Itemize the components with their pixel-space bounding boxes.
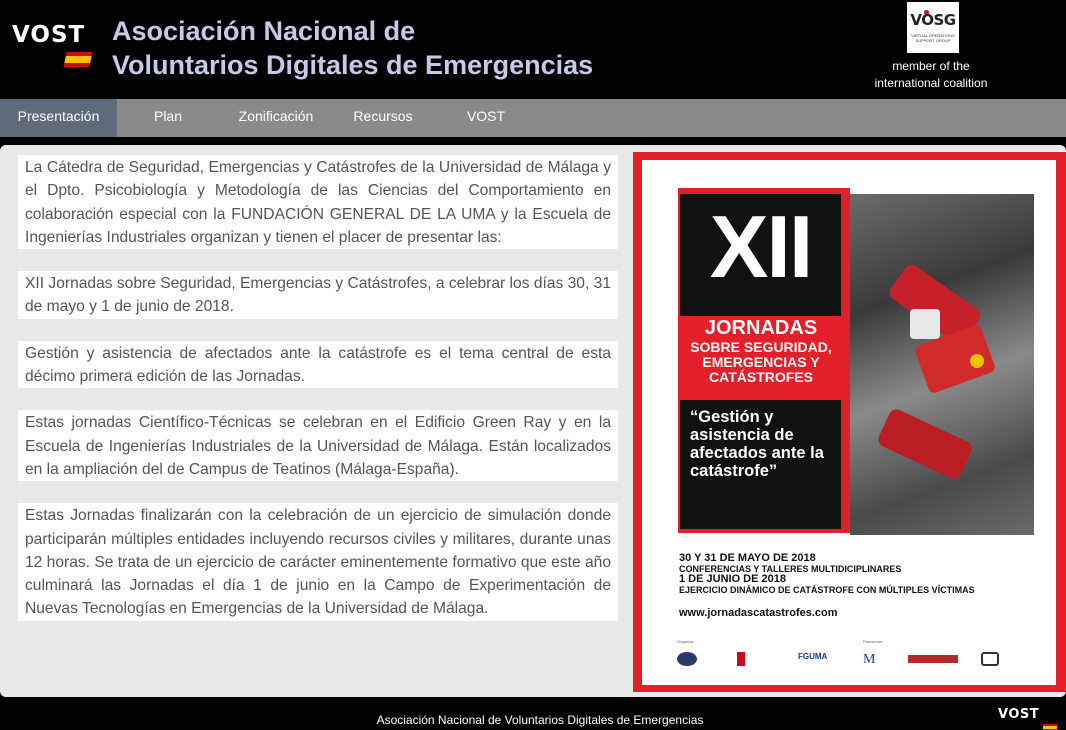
poster-date-line1: 30 Y 31 DE MAYO DE 2018 [679, 552, 816, 564]
nav-item-vost[interactable]: VOST [466, 108, 506, 124]
poster-jornadas-title [682, 316, 840, 385]
site-title-line2: Voluntarios Digitales de Emergencias [112, 50, 594, 80]
coalition-line2: international coalition [874, 76, 988, 90]
sponsor-fguma-logo: FGUMA [798, 652, 828, 661]
poster-numeral: XII [709, 197, 812, 296]
spain-flag-icon [63, 52, 92, 67]
sponsor-shield-logo-icon [981, 652, 999, 666]
poster-date-line3: 1 DE JUNIO DE 2018 [679, 573, 786, 585]
event-poster [633, 152, 1066, 692]
paragraph-location: Estas jornadas Científico-Técnicas se celebran en el Edificio Green Ray y en la Escuela de Ingenierías Industriales de la Universidad de Málaga. Están localizados en la ampliación del de Campus de Teatinos (Málaga-España). [18, 410, 618, 481]
nav-item-zonificacion[interactable]: Zonificación [238, 108, 314, 124]
paragraph-intro: La Cátedra de Seguridad, Emergencias y Catástrofes de la Universidad de Málaga y el Dpto. Psicobiología y Metodología de las Ciencias del Comportamiento en colaboración especial con la FUNDACIÓN GENERAL DE LA UMA y la Escuela de Ingenierías Industriales organizan y tienen el placer de presentar las: [18, 155, 618, 249]
vost-logo[interactable] [12, 22, 94, 70]
poster-organiza-label: Organiza: [677, 639, 695, 644]
poster-body [642, 160, 1056, 685]
vost-logo-text: VOST [12, 22, 86, 48]
vosg-logo[interactable] [907, 2, 959, 53]
footer-text: Asociación Nacional de Voluntarios Digitales de Emergencias [376, 713, 704, 727]
poster-url: www.jornadascatastrofes.com [679, 607, 838, 619]
site-title [112, 14, 593, 82]
sponsor-uma-logo-icon [677, 652, 697, 666]
poster-patrocinan-label: Patrocinan: [863, 639, 884, 644]
presentation-text [18, 155, 618, 643]
footer-logo-text: VOST [998, 707, 1040, 722]
coalition-line1: member of the [892, 59, 970, 73]
paragraph-dates: XII Jornadas sobre Seguridad, Emergencias y Catástrofes, a celebrar los días 30, 31 de mayo y 1 de junio de 2018. [18, 271, 618, 319]
poster-subtitle-3: CATÁSTROFES [709, 369, 813, 385]
sponsor-red-logo-icon [908, 655, 958, 663]
paragraph-theme: Gestión y asistencia de afectados ante la catástrofe es el tema central de esta décimo primera edición de las Jornadas. [18, 341, 618, 389]
nav-item-presentacion[interactable]: Presentación [0, 99, 117, 137]
rescue-photo [850, 194, 1034, 535]
poster-dates [679, 553, 1059, 595]
paragraph-exercise: Estas Jornadas finalizarán con la celebración de un ejercicio de simulación donde participarán múltiples entidades incluyendo recursos civiles y militares, durante unas 12 horas. Se trata de un ejercicio de carácter eminentemente formativo que este año culminará las Jornadas el día 1 de junio en la Campo de Experimentación de Nuevas Tecnologías en Emergencias de la Universidad de Málaga. [18, 503, 618, 620]
poster-quote: “Gestión y asistencia de afectados ante la catástrofe” [690, 408, 824, 480]
poster-date-line4: EJERCICIO DINÁMICO DE CATÁSTROFE CON MÚLTIPLES VÍCTIMAS [679, 584, 975, 595]
nav-item-recursos[interactable]: Recursos [353, 108, 413, 124]
site-footer [0, 699, 1066, 730]
footer-vost-logo[interactable] [998, 707, 1058, 729]
poster-subtitle-1: SOBRE SEGURIDAD, [690, 339, 832, 355]
coalition-caption [860, 58, 1002, 92]
sponsor-cross-logo-icon [737, 652, 745, 666]
sponsor-m-logo: M [863, 652, 876, 667]
poster-date-line2: CONFERENCIAS Y TALLERES MULTIDICIPLINARES [679, 563, 902, 574]
footer-flag-icon [1043, 724, 1057, 730]
main-nav [0, 99, 1066, 137]
site-header [0, 0, 1066, 99]
poster-jornadas: JORNADAS [704, 317, 818, 339]
site-title-line1: Asociación Nacional de [112, 16, 416, 46]
poster-subtitle-2: EMERGENCIAS Y [702, 354, 820, 370]
vosg-logo-text: VOSG [910, 11, 956, 29]
vosg-logo-subtext: VIRTUAL OPERATIONS SUPPORT GROUP [911, 33, 955, 43]
nav-item-plan[interactable]: Plan [153, 108, 183, 124]
